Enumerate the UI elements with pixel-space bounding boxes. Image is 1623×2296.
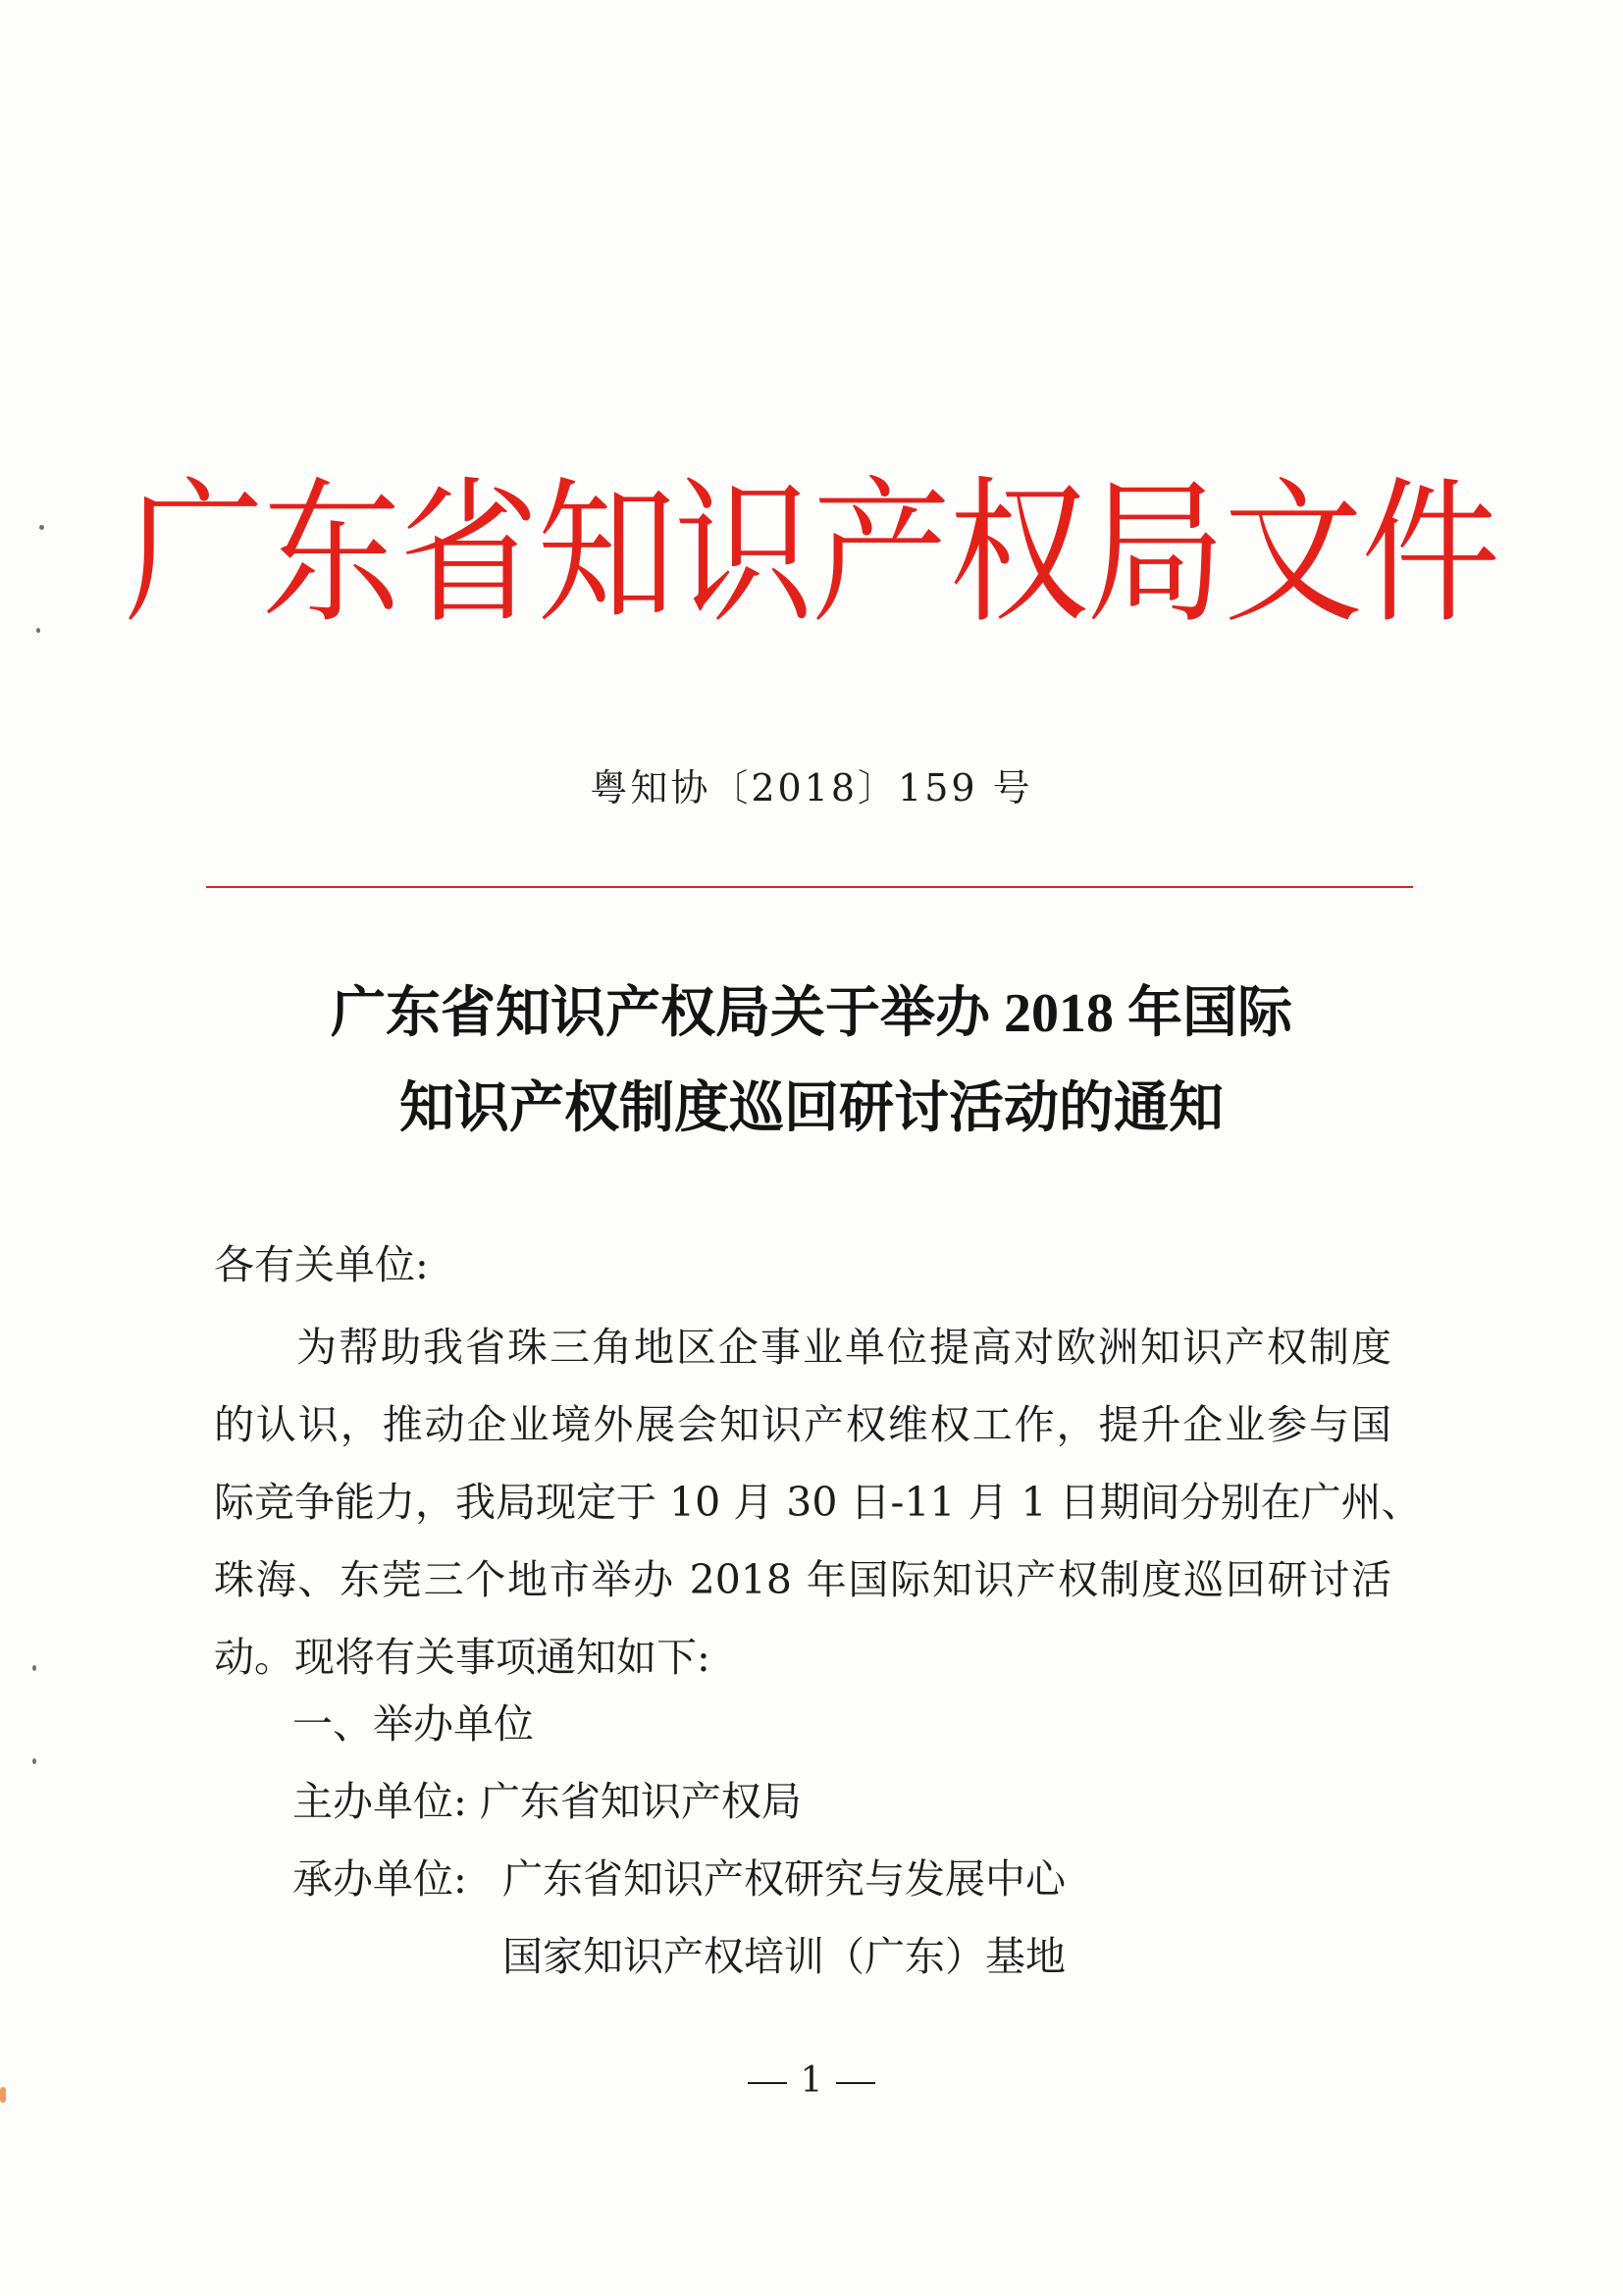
undertaker-label: 承办单位: [292, 1855, 467, 1903]
undertaker-1: 广东省知识产权研究与发展中心 [502, 1855, 1066, 1903]
organizer-line: 主办单位: 广东省知识产权局 [292, 1778, 802, 1825]
red-divider [206, 886, 1413, 888]
paragraph-line-3: 际竞争能力，我局现定于 10 月 30 日-11 月 1 日期间分别在广州、 [214, 1479, 1422, 1526]
paragraph-line-1: 为帮助我省珠三角地区企事业单位提高对欧洲知识产权制度 [296, 1324, 1391, 1371]
scan-speck [32, 1665, 36, 1671]
notice-title-line-2: 知识产权制度巡回研讨活动的通知 [399, 1078, 1224, 1139]
dash-left [748, 2082, 787, 2084]
scan-speck [36, 628, 40, 633]
scan-speck [39, 525, 44, 530]
section-heading-organizers: 一、举办单位 [292, 1700, 534, 1748]
notice-title-line-1: 广东省知识产权局关于举办 2018 年国际 [331, 983, 1292, 1044]
paragraph-line-5: 动。现将有关事项通知如下: [214, 1634, 710, 1681]
paragraph-line-2: 的认识，推动企业境外展会知识产权维权工作，提升企业参与国 [214, 1401, 1391, 1448]
scan-speck [32, 1758, 36, 1764]
page-number [0, 2059, 1623, 2104]
red-masthead: 广东省知识产权局文件 [125, 467, 1498, 642]
dash-right [836, 2082, 875, 2084]
document-number: 粤知协〔2018〕159 号 [590, 766, 1033, 809]
scan-edge-mark [0, 2087, 6, 2103]
salutation: 各有关单位: [214, 1241, 429, 1288]
page-number-value: 1 [800, 2061, 823, 2101]
undertaker-2: 国家知识产权培训（广东）基地 [502, 1933, 1066, 1980]
notice-title [0, 966, 1623, 1157]
paragraph-line-4: 珠海、东莞三个地市举办 2018 年国际知识产权制度巡回研讨活 [214, 1556, 1391, 1603]
